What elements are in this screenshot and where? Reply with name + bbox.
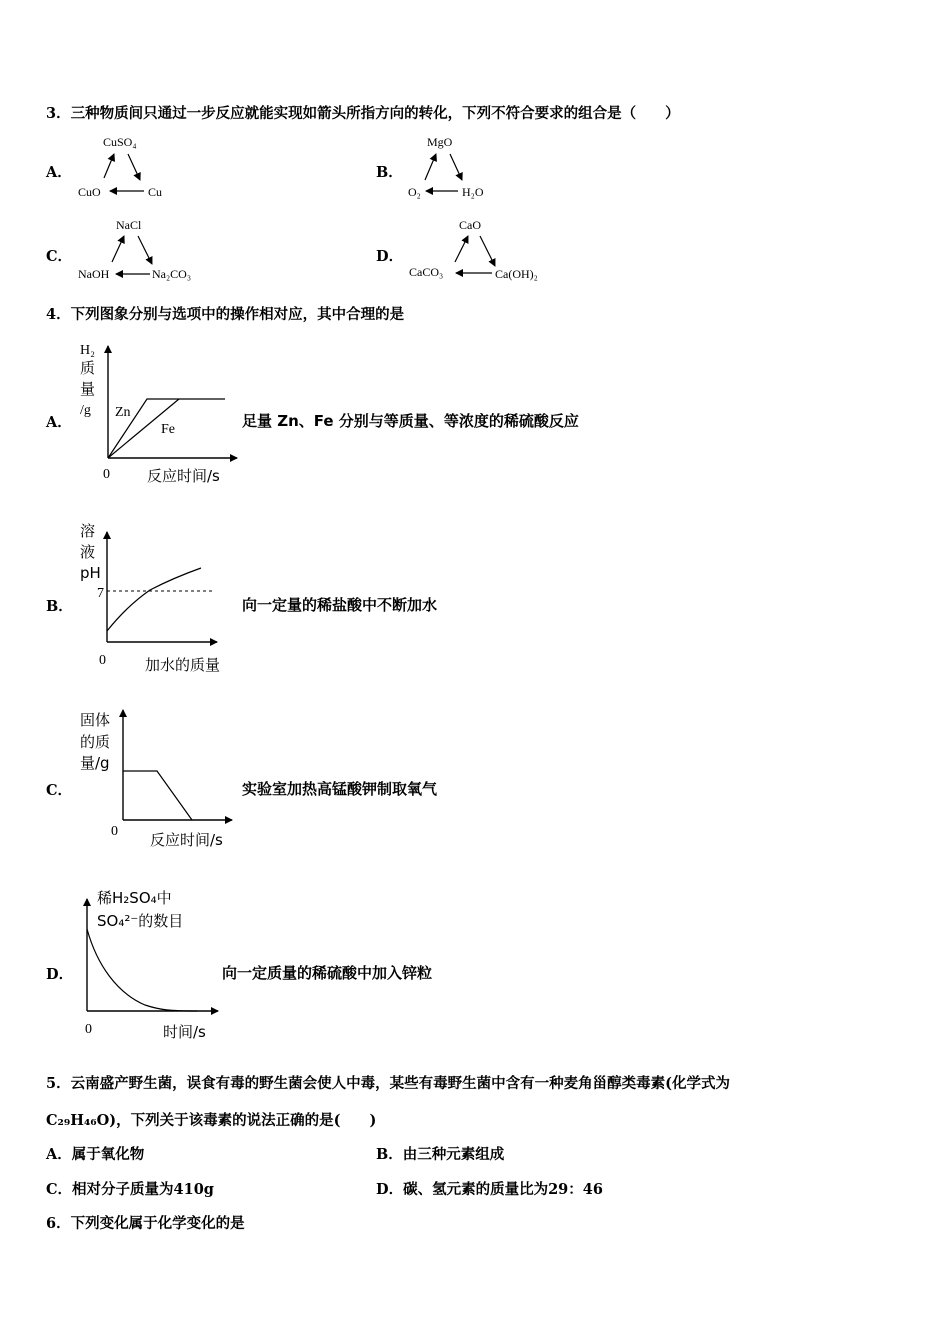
q3-option-b-diagram: [400, 130, 540, 205]
q4-graph-b: [75, 518, 245, 678]
graph-a-ylabel-2: 质: [80, 359, 96, 377]
q3-d-left: CaCO₃: [409, 265, 444, 279]
q4-c-description: 实验室加热高锰酸钾制取氧气: [242, 780, 438, 798]
arrow-icon: [128, 154, 140, 180]
sulfate-curve: [87, 929, 197, 1011]
q4-a-description: 足量 Zn、Fe 分别与等质量、等浓度的稀硫酸反应: [242, 412, 579, 430]
graph-a-ylabel-3: 量: [80, 380, 96, 398]
graph-b-ylabel-1: 溶: [80, 522, 96, 540]
graph-b-seven: 7: [97, 586, 104, 601]
q4-graph-d: [75, 885, 235, 1050]
q3-option-d-label[interactable]: D．: [376, 248, 404, 265]
arrow-icon: [104, 154, 114, 178]
q4-option-d-label[interactable]: D．: [46, 966, 74, 983]
q3-a-left: CuO: [78, 185, 101, 199]
q3-b-top: MgO: [427, 135, 453, 149]
q4-graph-c: [75, 705, 245, 855]
graph-c-origin: 0: [111, 824, 118, 839]
q5-option-b[interactable]: B．由三种元素组成: [376, 1146, 505, 1163]
q4-option-a-label[interactable]: A．: [46, 414, 72, 431]
zn-label: Zn: [115, 405, 131, 420]
graph-a-ylabel-4: /g: [80, 403, 91, 418]
q3-stem: 3．三种物质间只通过一步反应就能实现如箭头所指方向的转化，下列不符合要求的组合是（ ）: [46, 105, 680, 122]
q5-stem-line2: C₂₉H₄₆O)，下列关于该毒素的说法正确的是( ): [46, 1112, 377, 1129]
q4-d-description: 向一定质量的稀硫酸中加入锌粒: [222, 964, 433, 982]
q3-a-right: Cu: [148, 185, 163, 199]
q4-stem: 4．下列图象分别与选项中的操作相对应，其中合理的是: [46, 306, 405, 323]
graph-a-ylabel-1: H₂: [80, 343, 95, 358]
q3-option-a-diagram: [70, 130, 210, 205]
q6-stem: 6．下列变化属于化学变化的是: [46, 1215, 245, 1232]
arrow-icon: [138, 236, 152, 264]
q3-option-b-label[interactable]: B．: [376, 164, 403, 181]
graph-a-origin: 0: [103, 467, 110, 482]
q3-c-top: NaCl: [116, 218, 142, 232]
q3-option-d-diagram: [400, 214, 560, 289]
graph-d-origin: 0: [85, 1022, 92, 1037]
arrow-icon: [455, 236, 468, 262]
q3-c-left: NaOH: [78, 267, 110, 281]
q3-option-a-label[interactable]: A．: [46, 164, 72, 181]
graph-c-ylabel-1: 固体: [80, 711, 111, 729]
q3-d-right: Ca(OH)₂: [495, 267, 538, 281]
graph-b-origin: 0: [99, 653, 106, 668]
q3-option-c-diagram: [70, 214, 220, 289]
graph-c-xlabel: 反应时间/s: [150, 831, 223, 849]
q4-option-b-label[interactable]: B．: [46, 598, 73, 615]
graph-c-ylabel-2: 的质: [80, 733, 111, 751]
q3-d-top: CaO: [459, 218, 481, 232]
arrow-icon: [450, 154, 462, 180]
q3-b-right: H₂O: [462, 185, 484, 199]
q3-option-c-label[interactable]: C．: [46, 248, 73, 265]
graph-c-ylabel-3: 量/g: [80, 754, 110, 772]
graph-d-ylabel-2: SO₄²⁻的数目: [97, 912, 184, 930]
q4-option-c-label[interactable]: C．: [46, 782, 73, 799]
graph-b-ylabel-3: pH: [80, 564, 101, 582]
arrow-icon: [425, 154, 436, 180]
graph-b-ylabel-2: 液: [80, 543, 96, 561]
q5-option-d[interactable]: D．碳、氢元素的质量比为29：46: [376, 1181, 603, 1198]
graph-d-xlabel: 时间/s: [163, 1023, 206, 1041]
graph-b-xlabel: 加水的质量: [145, 656, 221, 674]
arrow-icon: [480, 236, 495, 266]
mass-curve: [123, 771, 192, 820]
q5-option-c[interactable]: C．相对分子质量为410g: [46, 1181, 214, 1198]
q4-b-description: 向一定量的稀盐酸中不断加水: [242, 596, 438, 614]
fe-label: Fe: [161, 422, 175, 437]
graph-a-xlabel: 反应时间/s: [147, 467, 220, 485]
graph-d-ylabel-1: 稀H₂SO₄中: [97, 889, 172, 907]
q3-c-right: Na₂CO₃: [152, 267, 192, 281]
q3-b-left: O₂: [408, 185, 421, 199]
q5-stem-line1: 5．云南盛产野生菌，误食有毒的野生菌会使人中毒，某些有毒野生菌中含有一种麦角甾醇类毒素(化学式为: [46, 1075, 730, 1092]
arrow-icon: [112, 236, 124, 262]
q4-graph-a: [75, 338, 240, 493]
q3-a-top: CuSO₄: [103, 135, 137, 149]
q5-option-a[interactable]: A．属于氧化物: [46, 1146, 145, 1163]
ph-curve: [107, 568, 201, 631]
